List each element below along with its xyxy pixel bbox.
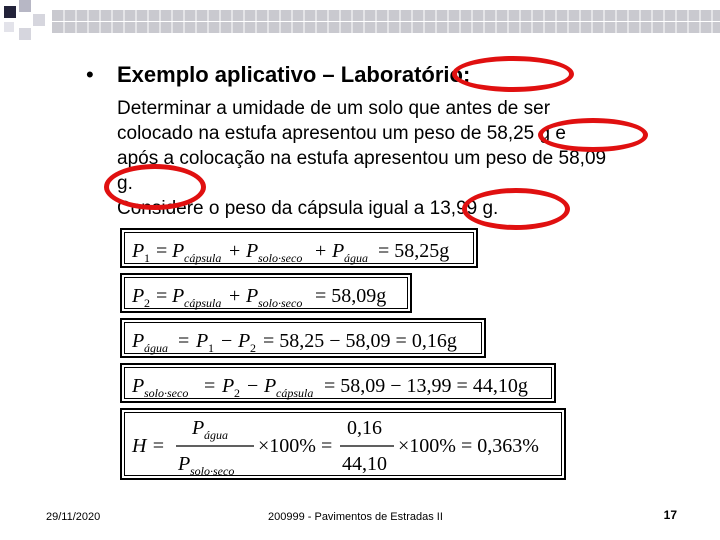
svg-text:+: + [315,240,327,262]
svg-text:=: = [156,285,168,307]
slide-title: Exemplo aplicativo – Laboratório: [117,62,471,87]
eq4-t2-sub: cápsula [276,386,314,400]
problem-line: após a colocação na estufa apresentou um peso de 58,09 [117,148,607,169]
equation-psoloseco [120,363,556,403]
highlight-circle-title [452,56,574,92]
eq2-lhs: P [132,285,145,307]
deco-grid-bar [52,10,720,33]
eq5-result: ×100% = 0,363% [398,435,539,457]
eq4-lhs-sub: solo·seco [144,386,189,400]
deco-square [19,28,31,40]
highlight-circle-capsule [462,188,570,230]
eq5-mult: ×100% = [258,435,333,457]
footer-course: 200999 - Pavimentos de Estradas II [268,511,443,523]
header-decoration [0,0,720,50]
eq5-den-sub: solo·seco [190,464,235,478]
eq2-t1-sub: cápsula [184,296,222,310]
eq1-t1: P [172,240,185,262]
eq5-num-sub: água [204,428,228,442]
svg-text:=: = [204,375,216,397]
deco-square [19,0,31,12]
eq2-t1: P [172,285,185,307]
problem-line: colocado na estufa apresentou um peso de 58,25 g e [117,123,566,144]
eq3-t1-sub: 1 [208,341,214,355]
eq1-t2-sub: solo·seco [258,251,303,265]
eq5-den2: 44,10 [342,453,387,475]
deco-square [4,6,16,18]
eq2-t2-sub: solo·seco [258,296,303,310]
deco-square [33,14,45,26]
equation-p1 [120,228,478,268]
eq3-t2-sub: 2 [250,341,256,355]
svg-text:+: + [229,285,241,307]
eq3-t2: P [238,330,251,352]
eq5-num: P [192,417,205,439]
eq1-result: = 58,25g [378,240,450,262]
eq1-t3-sub: água [344,251,368,265]
problem-line: g. [117,173,133,194]
eq5-lhs: H = [132,435,165,457]
footer-date: 29/11/2020 [46,511,101,523]
eq3-result: = 58,25 − 58,09 = 0,16g [263,330,457,352]
eq1-t1-sub: cápsula [184,251,222,265]
eq3-t1: P [196,330,209,352]
eq4-lhs: P [132,375,145,397]
problem-text [117,96,697,221]
eq1-t3: P [332,240,345,262]
svg-text:=: = [178,330,190,352]
eq4-t1: P [222,375,235,397]
eq3-lhs-sub: água [144,341,168,355]
eq4-result: = 58,09 − 13,99 = 44,10g [324,375,528,397]
eq2-lhs-sub: 2 [144,296,150,310]
eq1-lhs-sub: 1 [144,251,150,265]
problem-line: Determinar a umidade de um solo que antes de ser [117,98,551,119]
equation-humidity [120,408,566,480]
title-bullet: • [86,62,94,87]
equation-p2 [120,273,412,313]
eq2-t2: P [246,285,259,307]
svg-text:+: + [229,240,241,262]
problem-line: Considere o peso da cápsula igual a 13,99 g. [117,198,499,219]
eq5-num2: 0,16 [347,417,382,439]
highlight-circle-weight-after [104,164,206,210]
svg-text:−: − [247,375,259,397]
svg-text:=: = [156,240,168,262]
highlight-circle-weight-before [538,118,648,152]
equation-pagua [120,318,486,358]
eq5-den: P [178,453,191,475]
deco-square [4,22,14,32]
eq1-t2: P [246,240,259,262]
page-number: 17 [663,508,677,522]
eq4-t1-sub: 2 [234,386,240,400]
eq3-lhs: P [132,330,145,352]
eq2-result: = 58,09g [315,285,387,307]
eq4-t2: P [264,375,277,397]
eq1-lhs: P [132,240,145,262]
svg-text:−: − [221,330,233,352]
